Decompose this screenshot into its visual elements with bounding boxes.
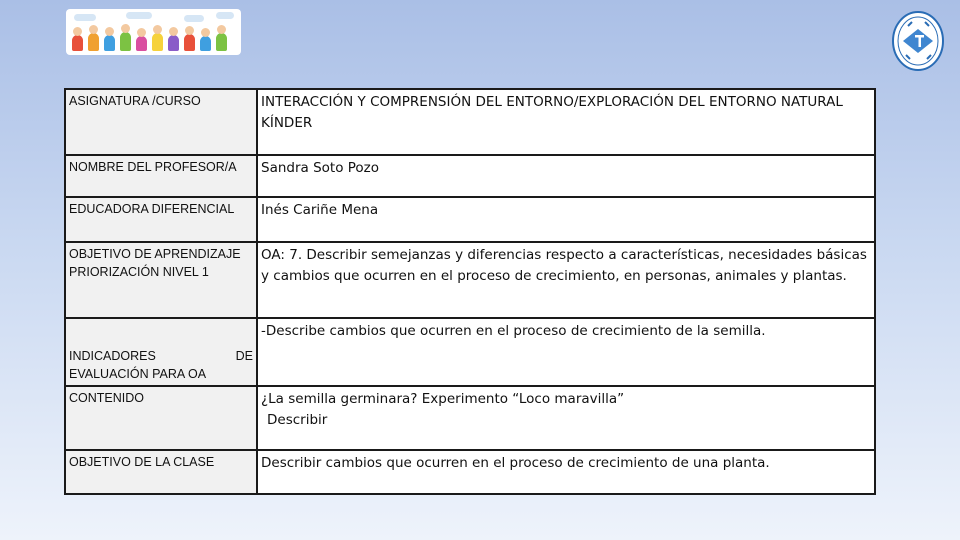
indicators-value: -Describe cambios que ocurren en el proceso de crecimiento de la semilla. (257, 318, 875, 386)
content-value (257, 386, 875, 450)
content-label: CONTENIDO (65, 386, 257, 450)
learning-objective-label-line1: OBJETIVO DE APRENDIZAJE (69, 247, 241, 261)
teacher-name-label: NOMBRE DEL PROFESOR/A (65, 155, 257, 197)
table-row (65, 450, 875, 494)
class-objective-label: OBJETIVO DE LA CLASE (65, 450, 257, 494)
kids-banner-image (66, 9, 241, 55)
differential-educator-value: Inés Cariñe Mena (257, 197, 875, 242)
learning-objective-value: OA: 7. Describir semejanzas y diferencias respecto a características, necesidades básicas y cambios que ocurren en el proceso de crecimiento, en personas, animales y plantas. (257, 242, 875, 318)
table-row (65, 89, 875, 155)
subject-course-label: ASIGNATURA /CURSO (65, 89, 257, 155)
indicators-label-line2: EVALUACIÓN PARA OA (69, 367, 207, 381)
indicators-label-part1: INDICADORES (69, 349, 156, 363)
table-row (65, 386, 875, 450)
learning-objective-label (65, 242, 257, 318)
indicators-label (65, 318, 257, 386)
subject-course-value: INTERACCIÓN Y COMPRENSIÓN DEL ENTORNO/EXPLORACIÓN DEL ENTORNO NATURAL KÍNDER (257, 89, 875, 155)
learning-objective-label-line2: PRIORIZACIÓN NIVEL 1 (69, 265, 209, 279)
table-row (65, 155, 875, 197)
content-value-line1: ¿La semilla germinara? Experimento “Loco maravilla” (261, 391, 625, 407)
content-value-line2: Describir (267, 412, 328, 428)
indicators-label-part2: DE (235, 349, 253, 363)
teacher-name-value: Sandra Soto Pozo (257, 155, 875, 197)
table-row (65, 242, 875, 318)
class-info-table (64, 88, 876, 495)
table-row (65, 197, 875, 242)
differential-educator-label: EDUCADORA DIFERENCIAL (65, 197, 257, 242)
table-row (65, 318, 875, 386)
school-seal-logo (892, 11, 944, 71)
class-objective-value: Describir cambios que ocurren en el proceso de crecimiento de una planta. (257, 450, 875, 494)
